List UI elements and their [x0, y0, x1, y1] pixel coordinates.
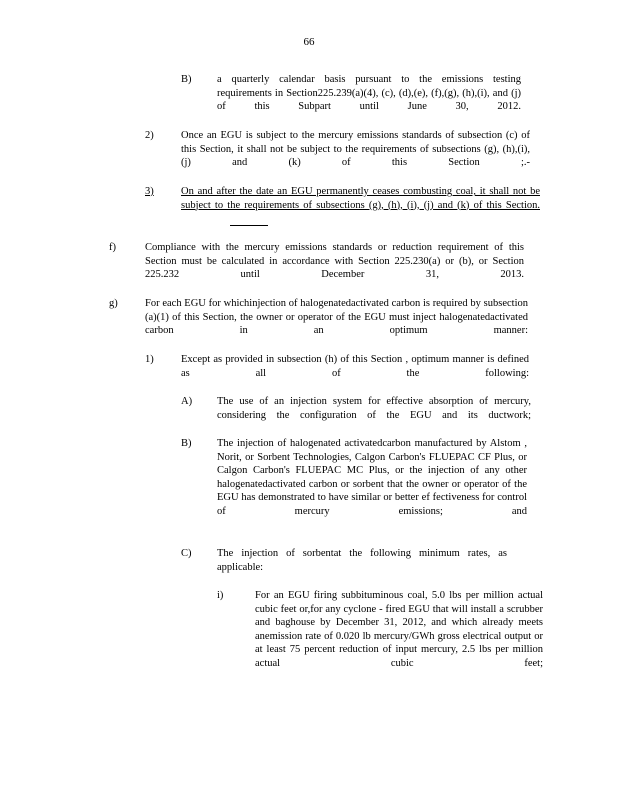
item-text: Compliance with the mercury emissions standards or reduction requirement of this Section must be calculated in accordance with Section 225.230(a) or (b), or Section 225.232 until December 31, 2013.	[145, 242, 524, 280]
item-label: 3)	[145, 186, 154, 197]
item-text: The use of an injection system for effective absorption of mercury, considering the configuration of the EGU and its ductwork;	[217, 396, 531, 421]
page-number: 66	[303, 36, 315, 48]
item-label: B)	[181, 74, 192, 85]
list-item	[181, 73, 521, 117]
list-item	[145, 353, 529, 383]
list-item	[145, 129, 530, 173]
list-item-inserted	[145, 185, 540, 229]
item-label: g)	[109, 298, 118, 309]
list-item	[181, 547, 521, 577]
item-text: The injection of halogenated activatedcarbon manufactured by Alstom , Norit, or Sorbent Technologies, Calgon Carbon's FLUEPAC CF Plus, or Calgon Carbon's FLUEPAC MC Plus, or the injection of any other halogenatedactivated carbon or sorbent that the owner or operator of the EGU has demonstrated to have similar or better ef fectiveness for control of mercury emissions; and	[217, 438, 527, 517]
item-label: 1)	[145, 354, 154, 365]
item-text: For each EGU for whichinjection of halogenatedactivated carbon is required by subsection (a)(1) of this Section, the owner or operator of the EGU must inject halogenatedactivated carbon in an optimum manner:	[145, 298, 528, 336]
underline-extension	[230, 225, 268, 226]
item-label: f)	[109, 242, 116, 253]
list-item	[181, 395, 531, 425]
list-item	[217, 589, 545, 689]
item-text: Once an EGU is subject to the mercury emissions standards of subsection (c) of this Section, it shall not be subject to the requirements of subsections (g), (h),(i), (j) and (k) of this Section ;.-	[181, 130, 530, 168]
item-label: B)	[181, 438, 192, 449]
item-label: C)	[181, 548, 192, 559]
item-label: i)	[217, 590, 224, 601]
item-text: On and after the date an EGU permanently ceases combusting coal, it shall not be subject to the requirements of subsections (g), (h), (i), (j) and (k) of this Section.	[181, 186, 540, 211]
item-text: a quarterly calendar basis pursuant to the emissions testing requirements in Section225.239(a)(4), (c), (d),(e), (f),(g), (h),(i), and (j) of this Subpart until June 30, 2012.	[217, 74, 521, 112]
list-item	[109, 241, 524, 285]
item-text: For an EGU firing subbituminous coal, 5.0 lbs per million actual cubic feet or,for any cyclone - fired EGU that will install a scrubber and baghouse by December 31, 2012, and which already meets anemission rate of 0.020 lb mercury/GWh gross electrical output or at least 75 percent reduction of input mercury, 2.5 lbs per million actual cubic feet;	[255, 590, 543, 669]
list-item	[181, 437, 531, 537]
item-text: The injection of sorbentat the following minimum rates, as applicable:	[217, 548, 507, 573]
list-item	[109, 297, 528, 341]
item-label: A)	[181, 396, 193, 407]
item-text: Except as provided in subsection (h) of this Section , optimum manner is defined as all of the following:	[181, 354, 529, 379]
item-label: 2)	[145, 130, 154, 141]
